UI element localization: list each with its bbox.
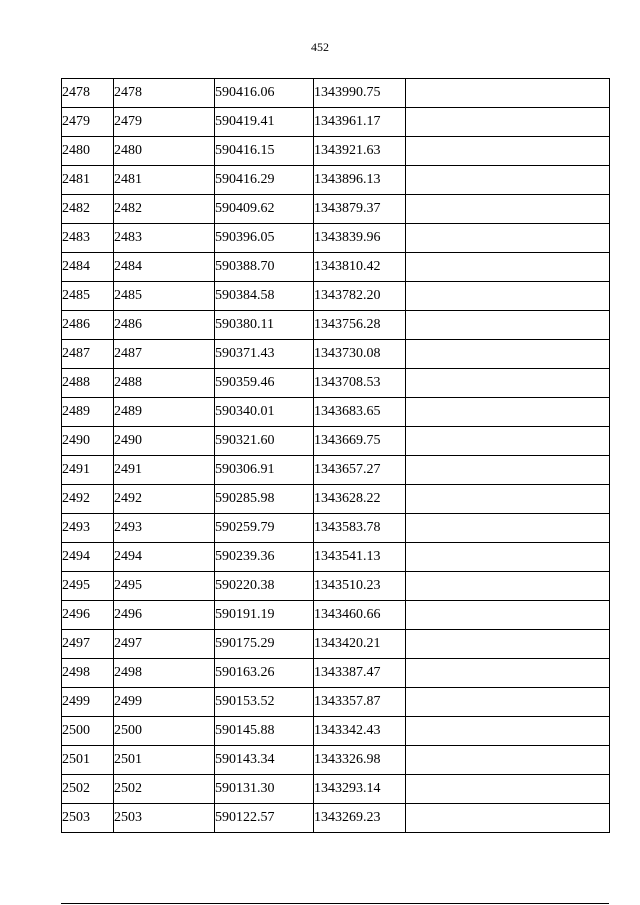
note-cell — [406, 427, 610, 456]
point-id-cell: 2498 — [114, 659, 215, 688]
point-id-cell: 2500 — [114, 717, 215, 746]
note-cell — [406, 369, 610, 398]
point-number-cell: 2486 — [62, 311, 114, 340]
note-cell — [406, 79, 610, 108]
note-cell — [406, 630, 610, 659]
point-number-cell: 2487 — [62, 340, 114, 369]
point-number-cell: 2503 — [62, 804, 114, 833]
y-coordinate-cell: 1343293.14 — [314, 775, 406, 804]
note-cell — [406, 717, 610, 746]
y-coordinate-cell: 1343583.78 — [314, 514, 406, 543]
y-coordinate-cell: 1343730.08 — [314, 340, 406, 369]
x-coordinate-cell: 590419.41 — [215, 108, 314, 137]
point-id-cell: 2490 — [114, 427, 215, 456]
point-id-cell: 2483 — [114, 224, 215, 253]
point-id-cell: 2478 — [114, 79, 215, 108]
table-row — [62, 79, 610, 108]
x-coordinate-cell: 590191.19 — [215, 601, 314, 630]
x-coordinate-cell: 590321.60 — [215, 427, 314, 456]
point-id-cell: 2489 — [114, 398, 215, 427]
point-number-cell: 2491 — [62, 456, 114, 485]
y-coordinate-cell: 1343921.63 — [314, 137, 406, 166]
point-number-cell: 2480 — [62, 137, 114, 166]
table-row — [62, 456, 610, 485]
x-coordinate-cell: 590259.79 — [215, 514, 314, 543]
y-coordinate-cell: 1343782.20 — [314, 282, 406, 311]
point-id-cell: 2502 — [114, 775, 215, 804]
point-id-cell: 2493 — [114, 514, 215, 543]
table-row — [62, 630, 610, 659]
note-cell — [406, 485, 610, 514]
point-id-cell: 2496 — [114, 601, 215, 630]
point-number-cell: 2500 — [62, 717, 114, 746]
note-cell — [406, 195, 610, 224]
point-id-cell: 2484 — [114, 253, 215, 282]
table-row — [62, 340, 610, 369]
point-number-cell: 2484 — [62, 253, 114, 282]
point-number-cell: 2481 — [62, 166, 114, 195]
x-coordinate-cell: 590145.88 — [215, 717, 314, 746]
point-number-cell: 2478 — [62, 79, 114, 108]
point-id-cell: 2491 — [114, 456, 215, 485]
note-cell — [406, 224, 610, 253]
point-id-cell: 2480 — [114, 137, 215, 166]
y-coordinate-cell: 1343990.75 — [314, 79, 406, 108]
point-number-cell: 2496 — [62, 601, 114, 630]
y-coordinate-cell: 1343628.22 — [314, 485, 406, 514]
y-coordinate-cell: 1343269.23 — [314, 804, 406, 833]
note-cell — [406, 804, 610, 833]
x-coordinate-cell: 590285.98 — [215, 485, 314, 514]
note-cell — [406, 253, 610, 282]
table-row — [62, 137, 610, 166]
note-cell — [406, 514, 610, 543]
table-row — [62, 224, 610, 253]
point-id-cell: 2485 — [114, 282, 215, 311]
x-coordinate-cell: 590359.46 — [215, 369, 314, 398]
note-cell — [406, 543, 610, 572]
y-coordinate-cell: 1343683.65 — [314, 398, 406, 427]
point-number-cell: 2497 — [62, 630, 114, 659]
y-coordinate-cell: 1343879.37 — [314, 195, 406, 224]
y-coordinate-cell: 1343961.17 — [314, 108, 406, 137]
y-coordinate-cell: 1343756.28 — [314, 311, 406, 340]
table-row — [62, 282, 610, 311]
y-coordinate-cell: 1343420.21 — [314, 630, 406, 659]
note-cell — [406, 108, 610, 137]
point-number-cell: 2492 — [62, 485, 114, 514]
table-row — [62, 166, 610, 195]
x-coordinate-cell: 590143.34 — [215, 746, 314, 775]
table-body — [62, 79, 610, 833]
table-row — [62, 717, 610, 746]
note-cell — [406, 282, 610, 311]
note-cell — [406, 398, 610, 427]
x-coordinate-cell: 590306.91 — [215, 456, 314, 485]
point-number-cell: 2501 — [62, 746, 114, 775]
table-row — [62, 398, 610, 427]
point-id-cell: 2487 — [114, 340, 215, 369]
y-coordinate-cell: 1343541.13 — [314, 543, 406, 572]
y-coordinate-cell: 1343839.96 — [314, 224, 406, 253]
note-cell — [406, 137, 610, 166]
x-coordinate-cell: 590131.30 — [215, 775, 314, 804]
x-coordinate-cell: 590416.06 — [215, 79, 314, 108]
x-coordinate-cell: 590384.58 — [215, 282, 314, 311]
x-coordinate-cell: 590175.29 — [215, 630, 314, 659]
table-row — [62, 601, 610, 630]
table-row — [62, 253, 610, 282]
x-coordinate-cell: 590388.70 — [215, 253, 314, 282]
y-coordinate-cell: 1343460.66 — [314, 601, 406, 630]
x-coordinate-cell: 590163.26 — [215, 659, 314, 688]
y-coordinate-cell: 1343896.13 — [314, 166, 406, 195]
note-cell — [406, 775, 610, 804]
x-coordinate-cell: 590371.43 — [215, 340, 314, 369]
point-number-cell: 2495 — [62, 572, 114, 601]
table-row — [62, 311, 610, 340]
point-id-cell: 2481 — [114, 166, 215, 195]
table-row — [62, 659, 610, 688]
point-number-cell: 2498 — [62, 659, 114, 688]
point-number-cell: 2483 — [62, 224, 114, 253]
table-row — [62, 369, 610, 398]
point-id-cell: 2486 — [114, 311, 215, 340]
x-coordinate-cell: 590340.01 — [215, 398, 314, 427]
table-row — [62, 108, 610, 137]
point-number-cell: 2494 — [62, 543, 114, 572]
note-cell — [406, 601, 610, 630]
x-coordinate-cell: 590416.29 — [215, 166, 314, 195]
note-cell — [406, 746, 610, 775]
point-id-cell: 2503 — [114, 804, 215, 833]
x-coordinate-cell: 590416.15 — [215, 137, 314, 166]
y-coordinate-cell: 1343810.42 — [314, 253, 406, 282]
table-row — [62, 514, 610, 543]
table-row — [62, 195, 610, 224]
table-row — [62, 775, 610, 804]
point-number-cell: 2482 — [62, 195, 114, 224]
x-coordinate-cell: 590380.11 — [215, 311, 314, 340]
note-cell — [406, 311, 610, 340]
point-number-cell: 2485 — [62, 282, 114, 311]
y-coordinate-cell: 1343387.47 — [314, 659, 406, 688]
x-coordinate-cell: 590239.36 — [215, 543, 314, 572]
point-number-cell: 2490 — [62, 427, 114, 456]
x-coordinate-cell: 590220.38 — [215, 572, 314, 601]
y-coordinate-cell: 1343326.98 — [314, 746, 406, 775]
x-coordinate-cell: 590409.62 — [215, 195, 314, 224]
point-id-cell: 2494 — [114, 543, 215, 572]
y-coordinate-cell: 1343708.53 — [314, 369, 406, 398]
point-id-cell: 2495 — [114, 572, 215, 601]
point-id-cell: 2501 — [114, 746, 215, 775]
point-id-cell: 2497 — [114, 630, 215, 659]
table-row — [62, 804, 610, 833]
y-coordinate-cell: 1343357.87 — [314, 688, 406, 717]
page-number: 452 — [311, 40, 329, 54]
table-row — [62, 688, 610, 717]
x-coordinate-cell: 590153.52 — [215, 688, 314, 717]
point-number-cell: 2479 — [62, 108, 114, 137]
x-coordinate-cell: 590122.57 — [215, 804, 314, 833]
footer-rule — [61, 903, 609, 904]
table-row — [62, 427, 610, 456]
note-cell — [406, 659, 610, 688]
point-id-cell: 2482 — [114, 195, 215, 224]
table-row — [62, 485, 610, 514]
note-cell — [406, 572, 610, 601]
note-cell — [406, 340, 610, 369]
note-cell — [406, 166, 610, 195]
y-coordinate-cell: 1343342.43 — [314, 717, 406, 746]
table-row — [62, 746, 610, 775]
point-id-cell: 2479 — [114, 108, 215, 137]
point-id-cell: 2499 — [114, 688, 215, 717]
note-cell — [406, 456, 610, 485]
y-coordinate-cell: 1343657.27 — [314, 456, 406, 485]
x-coordinate-cell: 590396.05 — [215, 224, 314, 253]
point-id-cell: 2492 — [114, 485, 215, 514]
point-id-cell: 2488 — [114, 369, 215, 398]
point-number-cell: 2499 — [62, 688, 114, 717]
table-row — [62, 572, 610, 601]
note-cell — [406, 688, 610, 717]
coordinate-table — [61, 78, 610, 833]
table-row — [62, 543, 610, 572]
point-number-cell: 2489 — [62, 398, 114, 427]
point-number-cell: 2502 — [62, 775, 114, 804]
y-coordinate-cell: 1343669.75 — [314, 427, 406, 456]
point-number-cell: 2488 — [62, 369, 114, 398]
y-coordinate-cell: 1343510.23 — [314, 572, 406, 601]
point-number-cell: 2493 — [62, 514, 114, 543]
